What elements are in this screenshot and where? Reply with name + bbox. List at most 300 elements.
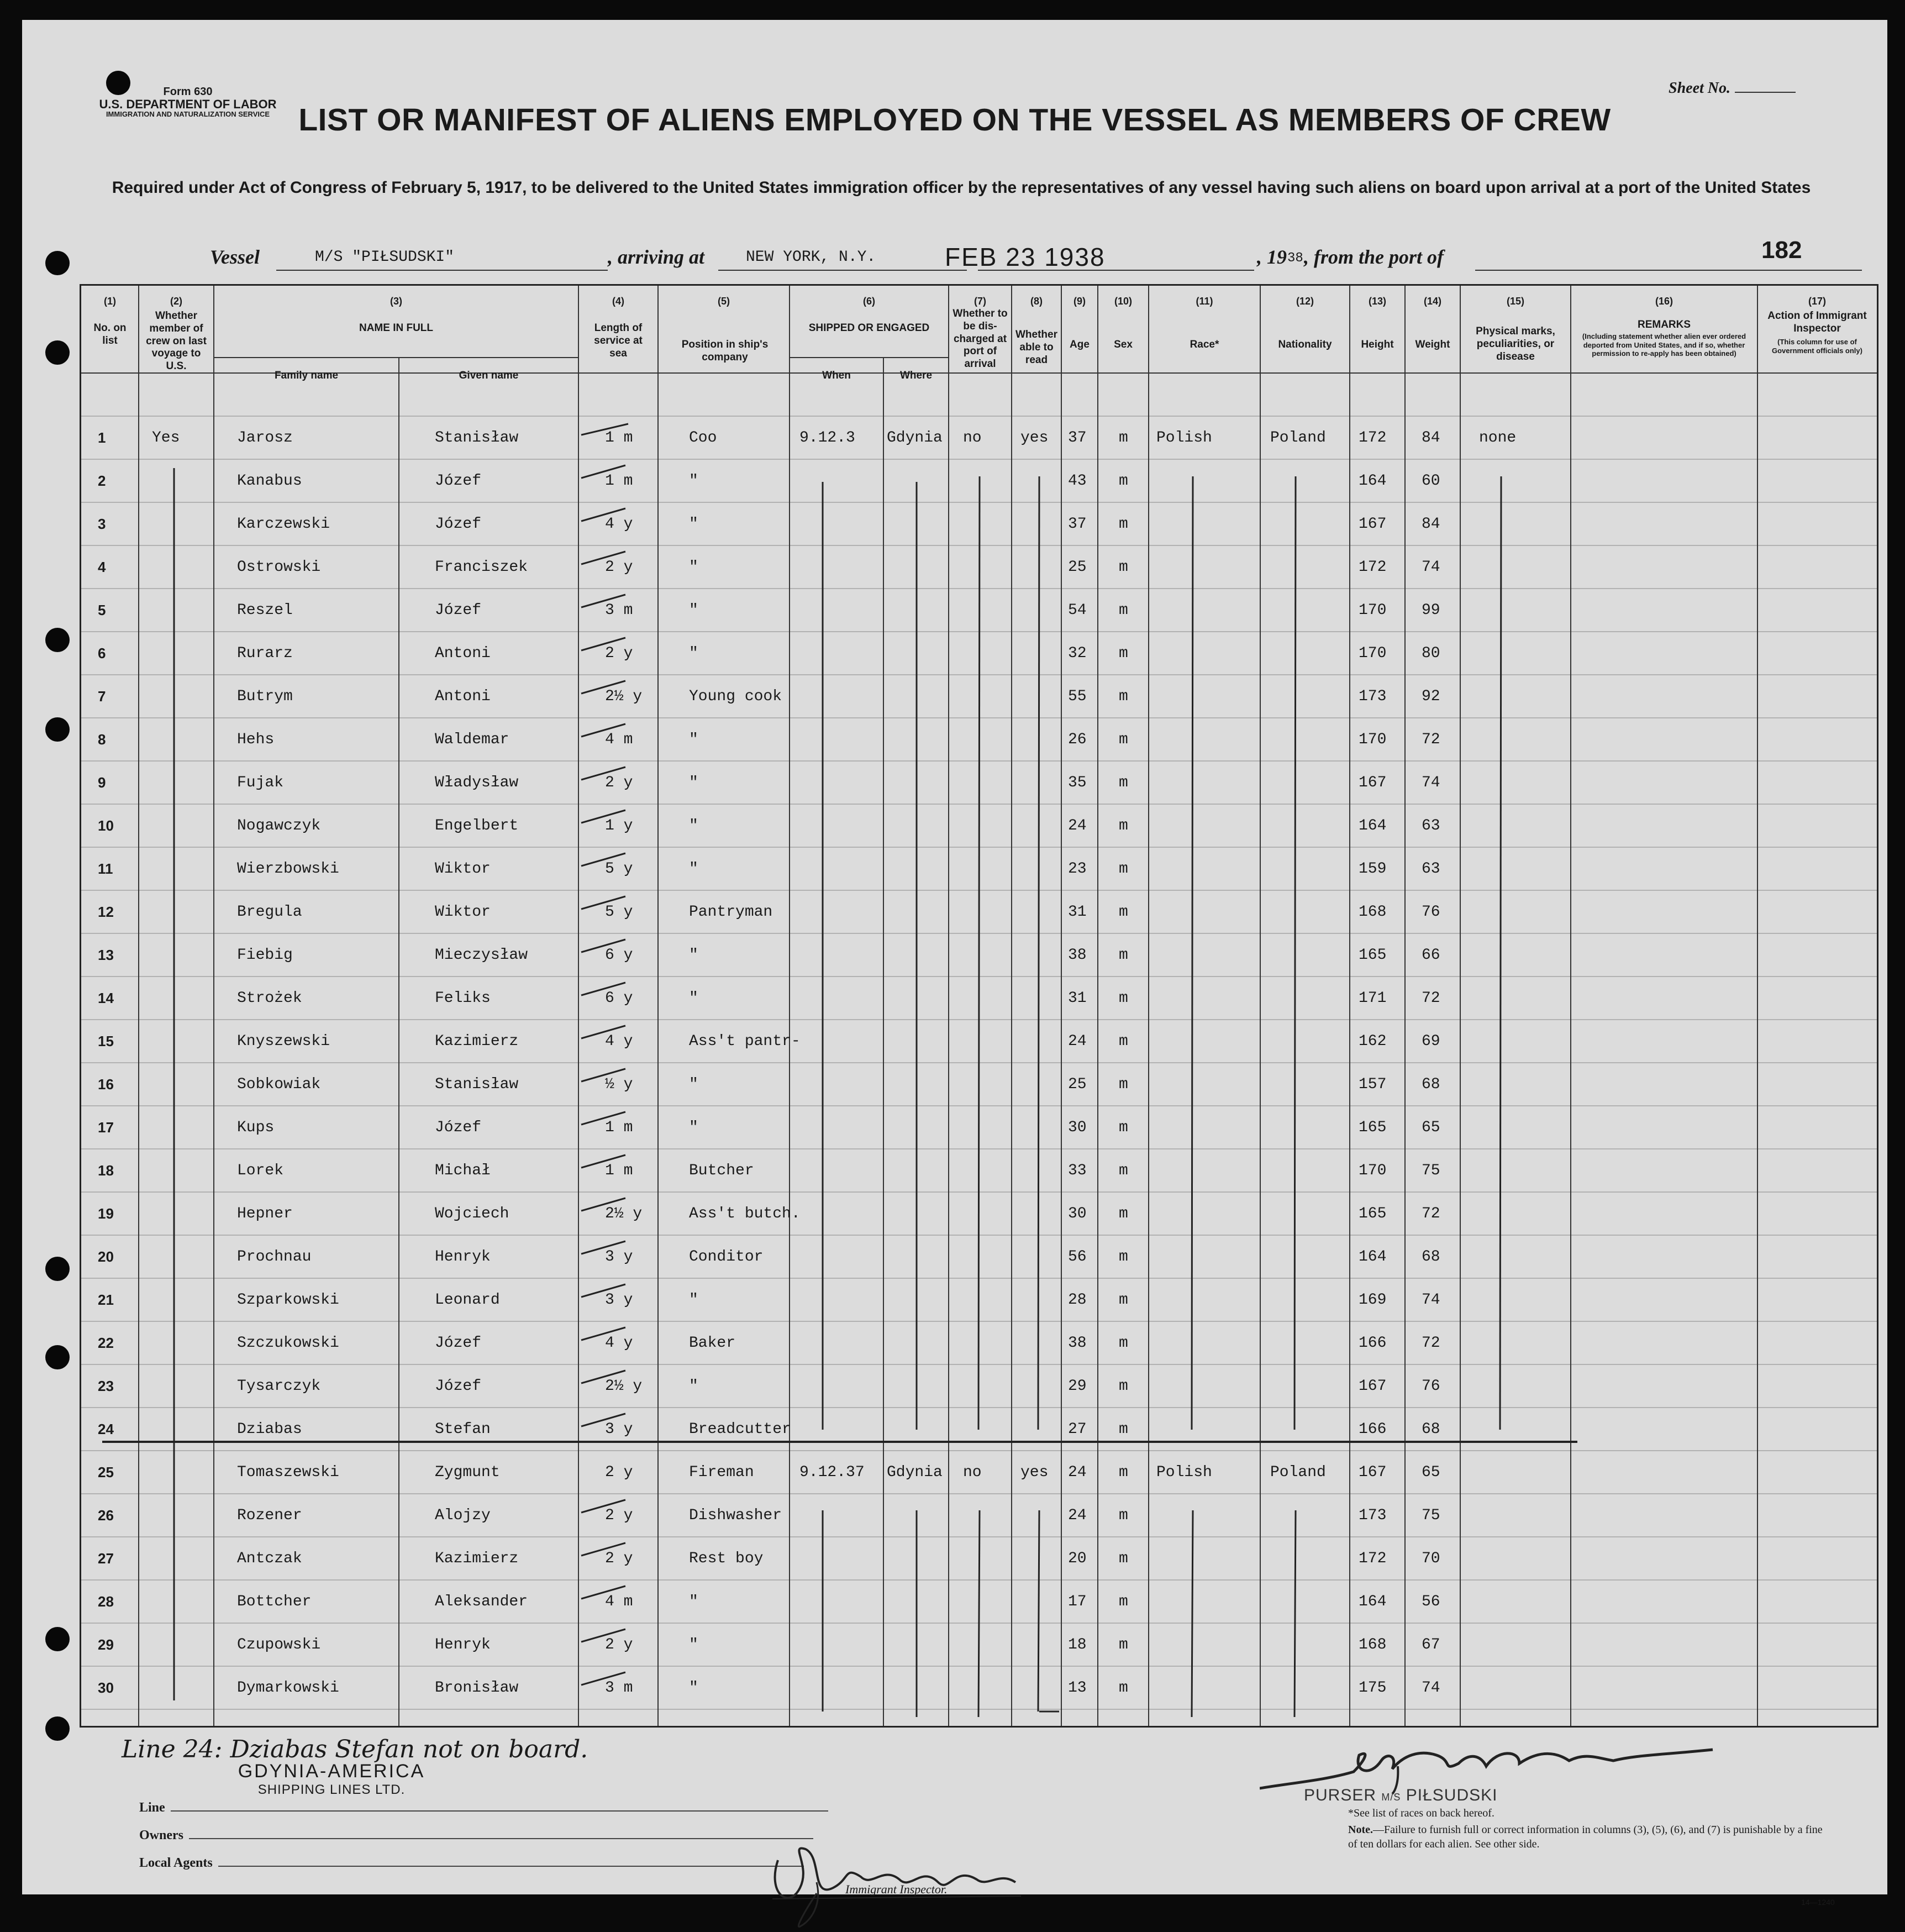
binder-hole	[45, 251, 70, 275]
cell-given: Leonard	[435, 1292, 500, 1309]
cell-marks: none	[1479, 429, 1517, 447]
local-agents-label: Local Agents	[139, 1856, 213, 1870]
table-row	[81, 545, 1877, 589]
cell-given: Kazimierz	[435, 1550, 519, 1567]
cell-given: Franciszek	[435, 559, 528, 576]
cell-position: "	[689, 473, 698, 490]
cell-sex: m	[1119, 1464, 1128, 1481]
cell-weight: 68	[1422, 1076, 1440, 1093]
header-remarks-note: (Including statement whether alien ever ordered deported from United States, and if so, whether permission to re-apply has been obtained)	[1582, 332, 1746, 358]
cell-given: Wiktor	[435, 904, 491, 921]
binder-hole	[45, 1257, 70, 1281]
cell-weight: 75	[1422, 1162, 1440, 1179]
purser-stamp	[1304, 1786, 1497, 1805]
cell-given: Antoni	[435, 688, 491, 705]
cell-race: Polish	[1156, 1464, 1212, 1481]
cell-position: "	[689, 1378, 698, 1395]
department-name: U.S. DEPARTMENT OF LABOR	[99, 97, 277, 111]
cell-age: 20	[1068, 1550, 1087, 1567]
table-row	[81, 416, 1877, 459]
header-race: Race*	[1190, 339, 1219, 350]
cell-age: 54	[1068, 602, 1087, 619]
cell-no: 11	[98, 860, 113, 877]
cell-service: 5 y	[605, 904, 633, 921]
cell-no: 8	[98, 731, 106, 748]
col13-number: (13)	[1368, 296, 1386, 307]
cell-family: Rozener	[237, 1507, 302, 1524]
col2-number: (2)	[170, 296, 182, 307]
cell-weight: 72	[1422, 1205, 1440, 1222]
cell-weight: 76	[1422, 1378, 1440, 1395]
cell-sex: m	[1119, 1636, 1128, 1653]
cell-sex: m	[1119, 860, 1128, 878]
cell-family: Butrym	[237, 688, 293, 705]
cell-age: 35	[1068, 774, 1087, 791]
cell-family: Bregula	[237, 904, 302, 921]
col12-number: (12)	[1296, 296, 1314, 307]
cell-family: Bottcher	[237, 1593, 312, 1610]
purser-vessel: PIŁSUDSKI	[1406, 1786, 1498, 1804]
cell-weight: 76	[1422, 904, 1440, 921]
cell-family: Lorek	[237, 1162, 284, 1179]
cell-height: 168	[1359, 904, 1387, 921]
cell-sex: m	[1119, 1162, 1128, 1179]
cell-sex: m	[1119, 645, 1128, 662]
cell-no: 30	[98, 1679, 114, 1696]
col15-number: (15)	[1506, 296, 1524, 307]
cell-height: 165	[1359, 1119, 1387, 1136]
inspector-signature	[756, 1827, 1043, 1932]
table-row	[81, 632, 1877, 675]
cell-height: 175	[1359, 1679, 1387, 1697]
cell-sex: m	[1119, 1119, 1128, 1136]
cell-weight: 74	[1422, 1679, 1440, 1697]
table-row	[81, 1451, 1877, 1494]
crew-manifest-table	[80, 284, 1878, 1728]
cell-height: 164	[1359, 1593, 1387, 1610]
cell-no: 2	[98, 473, 106, 489]
cell-family: Fiebig	[237, 947, 293, 964]
cell-given: Bronisław	[435, 1679, 519, 1697]
cell-where: Gdynia	[887, 429, 943, 447]
company-name: GDYNIA-AMERICA	[238, 1761, 425, 1782]
cell-family: Tomaszewski	[237, 1464, 339, 1481]
header-inspector-action: Action of Immigrant Inspector	[1767, 310, 1867, 334]
cell-no: 4	[98, 559, 106, 575]
service-name: IMMIGRATION AND NATURALIZATION SERVICE	[106, 110, 270, 119]
cell-weight: 66	[1422, 947, 1440, 964]
cell-read: yes	[1020, 1464, 1049, 1481]
manifest-sheet	[22, 20, 1887, 1907]
cell-weight: 67	[1422, 1636, 1440, 1653]
cell-no: 17	[98, 1119, 114, 1136]
cell-weight: 75	[1422, 1507, 1440, 1524]
cell-position: "	[689, 1593, 698, 1610]
sheet-number-label: Sheet No.	[1669, 80, 1730, 97]
cell-age: 24	[1068, 1033, 1087, 1050]
cell-given: Alojzy	[435, 1507, 491, 1524]
cell-service: 6 y	[605, 990, 633, 1007]
cell-where: Gdynia	[887, 1464, 943, 1481]
cell-position: "	[689, 516, 698, 533]
cell-position: "	[689, 602, 698, 619]
cell-service: 3 y	[605, 1292, 633, 1309]
purser-ms: M/S	[1381, 1792, 1401, 1803]
cell-service: 2 y	[605, 774, 633, 791]
cell-position: Fireman	[689, 1464, 754, 1481]
date-stamp: FEB 23 1938	[945, 243, 1106, 271]
col17-number: (17)	[1808, 296, 1826, 307]
cell-family: Strożek	[237, 990, 302, 1007]
table-row	[81, 675, 1877, 718]
cell-weight: 72	[1422, 1335, 1440, 1352]
col8-number: (8)	[1030, 296, 1043, 307]
cell-no: 23	[98, 1378, 114, 1394]
cell-nationality: Poland	[1270, 1464, 1326, 1481]
cell-discharged: no	[963, 429, 982, 447]
cell-family: Czupowski	[237, 1636, 321, 1653]
table-row	[81, 1623, 1877, 1666]
cell-given: Józef	[435, 602, 482, 619]
cell-no: 6	[98, 645, 106, 662]
cell-height: 169	[1359, 1292, 1387, 1309]
cell-race: Polish	[1156, 429, 1212, 447]
cell-family: Hepner	[237, 1205, 293, 1222]
col16-number: (16)	[1655, 296, 1673, 307]
penalty-note	[1348, 1823, 1823, 1851]
cell-no: 10	[98, 817, 114, 834]
cell-weight: 68	[1422, 1421, 1440, 1438]
cell-weight: 65	[1422, 1119, 1440, 1136]
cell-no: 5	[98, 602, 106, 618]
cell-age: 30	[1068, 1119, 1087, 1136]
cell-age: 33	[1068, 1162, 1087, 1179]
cell-height: 164	[1359, 1248, 1387, 1266]
binder-hole	[45, 1345, 70, 1369]
cell-height: 172	[1359, 1550, 1387, 1567]
cell-height: 162	[1359, 1033, 1387, 1050]
arriving-label: , arriving at	[608, 246, 705, 268]
cell-sex: m	[1119, 1292, 1128, 1309]
header-inspector-note: (This column for use of Government officials only)	[1772, 338, 1862, 355]
cell-service: 2 y	[605, 559, 633, 576]
cell-no: 27	[98, 1550, 114, 1567]
cell-height: 168	[1359, 1636, 1387, 1653]
cell-age: 24	[1068, 817, 1087, 834]
cell-height: 172	[1359, 559, 1387, 576]
table-row	[81, 847, 1877, 890]
cell-service: 2 y	[605, 645, 633, 662]
header-sex: Sex	[1114, 339, 1133, 350]
cell-service: 6 y	[605, 947, 633, 964]
cell-service: ½ y	[605, 1076, 633, 1093]
cell-sex: m	[1119, 774, 1128, 791]
cell-age: 17	[1068, 1593, 1087, 1610]
col6-number: (6)	[863, 296, 875, 307]
cell-family: Antczak	[237, 1550, 302, 1567]
cell-service: 4 y	[605, 1033, 633, 1050]
cell-height: 167	[1359, 774, 1387, 791]
cell-family: Szparkowski	[237, 1292, 339, 1309]
cell-given: Wojciech	[435, 1205, 509, 1222]
header-no-on-list: No. on list	[93, 322, 127, 347]
cell-weight: 68	[1422, 1248, 1440, 1266]
cell-given: Aleksander	[435, 1593, 528, 1610]
cell-family: Nogawczyk	[237, 817, 321, 834]
cell-service: 2 y	[605, 1464, 633, 1481]
cell-height: 173	[1359, 688, 1387, 705]
header-discharged: Whether to be dis-charged at port of arrival	[952, 308, 1008, 370]
table-row	[81, 933, 1877, 977]
table-row	[81, 1494, 1877, 1537]
cell-age: 26	[1068, 731, 1087, 748]
cell-sex: m	[1119, 1248, 1128, 1266]
cell-family: Prochnau	[237, 1248, 312, 1266]
cell-age: 28	[1068, 1292, 1087, 1309]
table-row	[81, 1278, 1877, 1321]
line-label: Line	[139, 1800, 165, 1815]
cell-sex: m	[1119, 1378, 1128, 1395]
cell-height: 164	[1359, 473, 1387, 490]
cell-service: 2½ y	[605, 1205, 643, 1222]
cell-service: 1 y	[605, 817, 633, 834]
cell-height: 170	[1359, 645, 1387, 662]
cell-read: yes	[1020, 429, 1049, 447]
table-row	[81, 718, 1877, 761]
cell-when: 9.12.37	[799, 1464, 865, 1481]
table-row	[81, 1235, 1877, 1278]
company-stamp	[188, 1761, 475, 1798]
owners-label: Owners	[139, 1828, 183, 1842]
binder-hole	[45, 1627, 70, 1651]
binder-hole	[45, 340, 70, 365]
form-number: Form 630	[163, 86, 213, 98]
cell-height: 170	[1359, 731, 1387, 748]
cell-position: Conditor	[689, 1248, 764, 1266]
cell-no: 25	[98, 1464, 114, 1481]
cell-position: "	[689, 1679, 698, 1697]
cell-family: Dziabas	[237, 1421, 302, 1438]
cell-given: Wiktor	[435, 860, 491, 878]
line-field	[139, 1800, 828, 1815]
cell-service: 1 m	[605, 1162, 633, 1179]
cell-family: Jarosz	[237, 429, 293, 447]
table-row	[81, 1063, 1877, 1106]
cell-weight: 84	[1422, 429, 1440, 447]
cell-given: Stefan	[435, 1421, 491, 1438]
cell-no: 18	[98, 1162, 114, 1179]
cell-height: 166	[1359, 1335, 1387, 1352]
purser-label: PURSER	[1304, 1786, 1377, 1804]
cell-service: 4 m	[605, 731, 633, 748]
cell-given: Józef	[435, 516, 482, 533]
cell-sex: m	[1119, 688, 1128, 705]
cell-weight: 70	[1422, 1550, 1440, 1567]
inspector-label: Immigrant Inspector.	[845, 1882, 948, 1896]
cell-family: Fujak	[237, 774, 284, 791]
cell-height: 173	[1359, 1507, 1387, 1524]
cell-age: 38	[1068, 947, 1087, 964]
cell-discharged: no	[963, 1464, 982, 1481]
cell-age: 38	[1068, 1335, 1087, 1352]
cell-position: "	[689, 774, 698, 791]
cell-family: Szczukowski	[237, 1335, 339, 1352]
cell-sex: m	[1119, 429, 1128, 447]
cell-given: Stanisław	[435, 429, 519, 447]
col11-number: (11)	[1196, 296, 1213, 307]
cell-given: Waldemar	[435, 731, 509, 748]
cell-no: 12	[98, 904, 114, 920]
table-row	[81, 1192, 1877, 1235]
cell-no: 20	[98, 1248, 114, 1265]
cell-position: "	[689, 645, 698, 662]
cell-sex: m	[1119, 1421, 1128, 1438]
cell-age: 23	[1068, 860, 1087, 878]
cell-sex: m	[1119, 1076, 1128, 1093]
cell-position: "	[689, 817, 698, 834]
cell-height: 165	[1359, 947, 1387, 964]
cell-service: 5 y	[605, 860, 633, 878]
cell-position: Ass't butch.	[689, 1205, 801, 1222]
header-name-in-full: NAME IN FULL	[359, 322, 434, 334]
cell-height: 166	[1359, 1421, 1387, 1438]
cell-age: 13	[1068, 1679, 1087, 1697]
cell-age: 43	[1068, 473, 1087, 490]
cell-sex: m	[1119, 731, 1128, 748]
races-footnote: *See list of races on back hereof.	[1348, 1807, 1494, 1819]
cell-given: Józef	[435, 1378, 482, 1395]
cell-weight: 60	[1422, 473, 1440, 490]
cell-weight: 84	[1422, 516, 1440, 533]
cell-position: Breadcutter	[689, 1421, 791, 1438]
cell-sex: m	[1119, 1593, 1128, 1610]
table-row	[81, 1537, 1877, 1580]
cell-position: "	[689, 947, 698, 964]
cell-weight: 92	[1422, 688, 1440, 705]
table-row	[81, 890, 1877, 933]
cell-sex: m	[1119, 1507, 1128, 1524]
cell-family: Knyszewski	[237, 1033, 330, 1050]
table-row	[81, 502, 1877, 545]
cell-weight: 56	[1422, 1593, 1440, 1610]
cell-height: 167	[1359, 1464, 1387, 1481]
document-number: 182	[1761, 237, 1802, 264]
cell-given: Mieczysław	[435, 947, 528, 964]
cell-position: "	[689, 860, 698, 878]
cell-last: Yes	[152, 429, 180, 447]
col9-number: (9)	[1073, 296, 1086, 307]
penalty-note-text: —Failure to furnish full or correct information in columns (3), (5), (6), and (7) is punishable by a fine of ten dollars for each alien. See other side.	[1348, 1824, 1823, 1850]
cell-weight: 80	[1422, 645, 1440, 662]
cell-service: 1 m	[605, 429, 633, 447]
cell-service: 3 m	[605, 1679, 633, 1697]
cell-sex: m	[1119, 817, 1128, 834]
cell-sex: m	[1119, 990, 1128, 1007]
arriving-value: NEW YORK, N.Y.	[746, 249, 876, 266]
cell-position: Pantryman	[689, 904, 773, 921]
cell-no: 29	[98, 1636, 114, 1653]
handwritten-note: Line 24: Dziabas Stefan not on board.	[122, 1735, 588, 1763]
company-subtitle: SHIPPING LINES LTD.	[257, 1782, 406, 1797]
col10-number: (10)	[1114, 296, 1132, 307]
cell-given: Engelbert	[435, 817, 519, 834]
cell-sex: m	[1119, 1033, 1128, 1050]
cell-age: 31	[1068, 904, 1087, 921]
cell-age: 31	[1068, 990, 1087, 1007]
header-given-name: Given name	[459, 370, 519, 381]
cell-family: Hehs	[237, 731, 275, 748]
cell-family: Ostrowski	[237, 559, 321, 576]
cell-position: "	[689, 990, 698, 1007]
cell-position: Baker	[689, 1335, 736, 1352]
cell-given: Józef	[435, 1119, 482, 1136]
cell-sex: m	[1119, 1205, 1128, 1222]
cell-height: 157	[1359, 1076, 1387, 1093]
cell-age: 56	[1068, 1248, 1087, 1266]
cell-sex: m	[1119, 1679, 1128, 1697]
page-subtitle: Required under Act of Congress of February 5, 1917, to be delivered to the United States immigration officer by the representatives of any vessel having such aliens on board upon arrival at a port of the United States	[112, 179, 1811, 197]
cell-service: 3 m	[605, 602, 633, 619]
form-code: 14—1240	[1801, 1898, 1835, 1907]
cell-given: Feliks	[435, 990, 491, 1007]
cell-given: Henryk	[435, 1636, 491, 1653]
cell-no: 16	[98, 1076, 114, 1093]
cell-given: Józef	[435, 1335, 482, 1352]
table-row	[81, 1408, 1877, 1451]
cell-service: 4 m	[605, 1593, 633, 1610]
cell-position: "	[689, 559, 698, 576]
cell-service: 4 y	[605, 516, 633, 533]
header-when: When	[822, 370, 851, 381]
cell-given: Antoni	[435, 645, 491, 662]
cell-position: "	[689, 1292, 698, 1309]
cell-age: 25	[1068, 1076, 1087, 1093]
cell-no: 1	[98, 429, 106, 446]
table-row	[81, 761, 1877, 804]
owners-field	[139, 1828, 813, 1843]
cell-no: 7	[98, 688, 106, 705]
cell-no: 14	[98, 990, 114, 1006]
cell-weight: 63	[1422, 860, 1440, 878]
cell-nationality: Poland	[1270, 429, 1326, 447]
strike-line-24	[102, 1441, 1577, 1443]
cell-age: 30	[1068, 1205, 1087, 1222]
header-able-to-read: Whether able to read	[1015, 329, 1057, 366]
cell-age: 29	[1068, 1378, 1087, 1395]
header-length-of-service: Length of service at sea	[594, 322, 643, 359]
cell-height: 159	[1359, 860, 1387, 878]
table-row	[81, 804, 1877, 847]
table-row	[81, 1321, 1877, 1364]
cell-no: 21	[98, 1292, 114, 1308]
cell-weight: 65	[1422, 1464, 1440, 1481]
cell-service: 2 y	[605, 1550, 633, 1567]
cell-height: 170	[1359, 602, 1387, 619]
cell-family: Kanabus	[237, 473, 302, 490]
cell-sex: m	[1119, 904, 1128, 921]
cell-family: Tysarczyk	[237, 1378, 321, 1395]
cell-position: Dishwasher	[689, 1507, 782, 1524]
cell-sex: m	[1119, 559, 1128, 576]
binder-hole	[45, 628, 70, 652]
table-row	[81, 1020, 1877, 1063]
cell-weight: 74	[1422, 1292, 1440, 1309]
cell-height: 164	[1359, 817, 1387, 834]
cell-weight: 63	[1422, 817, 1440, 834]
cell-height: 165	[1359, 1205, 1387, 1222]
page-title: LIST OR MANIFEST OF ALIENS EMPLOYED ON THE VESSEL AS MEMBERS OF CREW	[298, 102, 1611, 138]
header-last-voyage: Whether member of crew on last voyage to U.S.	[146, 310, 207, 372]
